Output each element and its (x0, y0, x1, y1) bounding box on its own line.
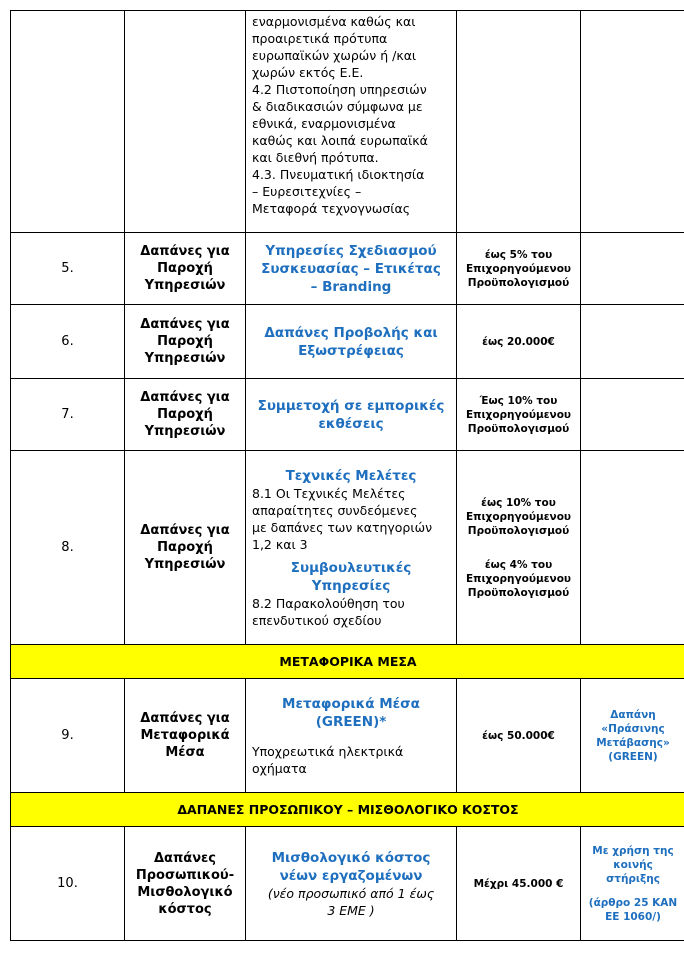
item-title: Συμμετοχή σε εμπορικές εκθέσεις (257, 397, 445, 432)
row-number: 8. (11, 451, 125, 645)
category-cell: Δαπάνες για Παροχή Υπηρεσιών (125, 379, 246, 451)
table-row-6 (11, 305, 684, 379)
row-number: 6. (11, 305, 125, 379)
description-cell (246, 233, 457, 305)
limit-cell: Μέχρι 45.000 € (457, 827, 581, 941)
item-title-2: Συμβουλευτικές Υπηρεσίες (290, 559, 412, 594)
category-cell: Δαπάνες Προσωπικού- Μισθολογικό κόστος (125, 827, 246, 941)
category-cell: Δαπάνες για Παροχή Υπηρεσιών (125, 305, 246, 379)
note-cell: Δαπάνη «Πράσινης Μετάβασης» (GREEN) (581, 679, 684, 793)
description-cell (246, 679, 457, 793)
table-row-9 (11, 679, 684, 793)
note-cell: Με χρήση της κοινής στήριξης (άρθρο 25 ΚΑΝ ΕΕ 1060/) (581, 827, 684, 941)
item-title: Μεταφορικά Μέσα (GREEN)* (282, 695, 420, 730)
description-cell (246, 451, 457, 645)
description-cell (246, 379, 457, 451)
item-description: 8.1 Οι Τεχνικές Μελέτες απαραίτητες συνδεόμενες με δαπάνες των κατηγοριών 1,2 και 3 (252, 485, 433, 552)
item-description-2: 8.2 Παρακολούθηση του επενδυτικού σχεδίου (252, 595, 405, 628)
category-cell: Δαπάνες για Παροχή Υπηρεσιών (125, 233, 246, 305)
continued-description: εναρμονισμένα καθώς και προαιρετικά πρότυπα ευρωπαϊκών χωρών ή /και χωρών εκτός Ε.Ε. 4.2 Πιστοποίηση υπηρεσιών & διαδικασιών σύμφωνα με εθνικά, εναρμονισμένα καθώς και λοιπά ευρωπαϊκά και διεθνή πρότυπα. 4.3. Πνευματική ιδιοκτησία – Ευρεσιτεχνίες – Μεταφορά τεχνογνωσίας (246, 11, 457, 233)
item-description: Υποχρεωτικά ηλεκτρικά οχήματα (252, 743, 404, 776)
limit-cell: έως 50.000€ (457, 679, 581, 793)
table-row-continued (11, 11, 684, 233)
section-header-personnel: ΔΑΠΑΝΕΣ ΠΡΟΣΩΠΙΚΟΥ – ΜΙΣΘΟΛΟΓΙΚΟ ΚΟΣΤΟΣ (11, 793, 684, 827)
description-cell (246, 305, 457, 379)
table-row-5 (11, 233, 684, 305)
limit-cell: έως 20.000€ (457, 305, 581, 379)
item-title: Δαπάνες Προβολής και Εξωστρέφειας (264, 324, 438, 359)
item-title: Τεχνικές Μελέτες (285, 467, 417, 484)
item-description: (νέο προσωπικό από 1 έως 3 ΕΜΕ ) (267, 885, 435, 918)
item-title: Υπηρεσίες Σχεδιασμού Συσκευασίας – Ετικέτας – Branding (261, 242, 441, 295)
description-cell (246, 827, 457, 941)
row-number: 5. (11, 233, 125, 305)
row-number: 7. (11, 379, 125, 451)
limit-cell: έως 5% του Επιχορηγούμενου Προϋπολογισμού (457, 233, 581, 305)
row-number: 9. (11, 679, 125, 793)
item-title: Μισθολογικό κόστος νέων εργαζομένων (271, 849, 431, 884)
expense-table (10, 10, 684, 941)
table-row-8 (11, 451, 684, 645)
limit-cell: Έως 10% του Επιχορηγούμενου Προϋπολογισμού (457, 379, 581, 451)
limit-cell: έως 10% του Επιχορηγούμενου Προϋπολογισμού έως 4% του Επιχορηγούμενου Προϋπολογισμού (457, 451, 581, 645)
row-number: 10. (11, 827, 125, 941)
section-header-transport: ΜΕΤΑΦΟΡΙΚΑ ΜΕΣΑ (11, 645, 684, 679)
category-cell: Δαπάνες για Μεταφορικά Μέσα (125, 679, 246, 793)
table-row-10 (11, 827, 684, 941)
table-row-7 (11, 379, 684, 451)
category-cell: Δαπάνες για Παροχή Υπηρεσιών (125, 451, 246, 645)
